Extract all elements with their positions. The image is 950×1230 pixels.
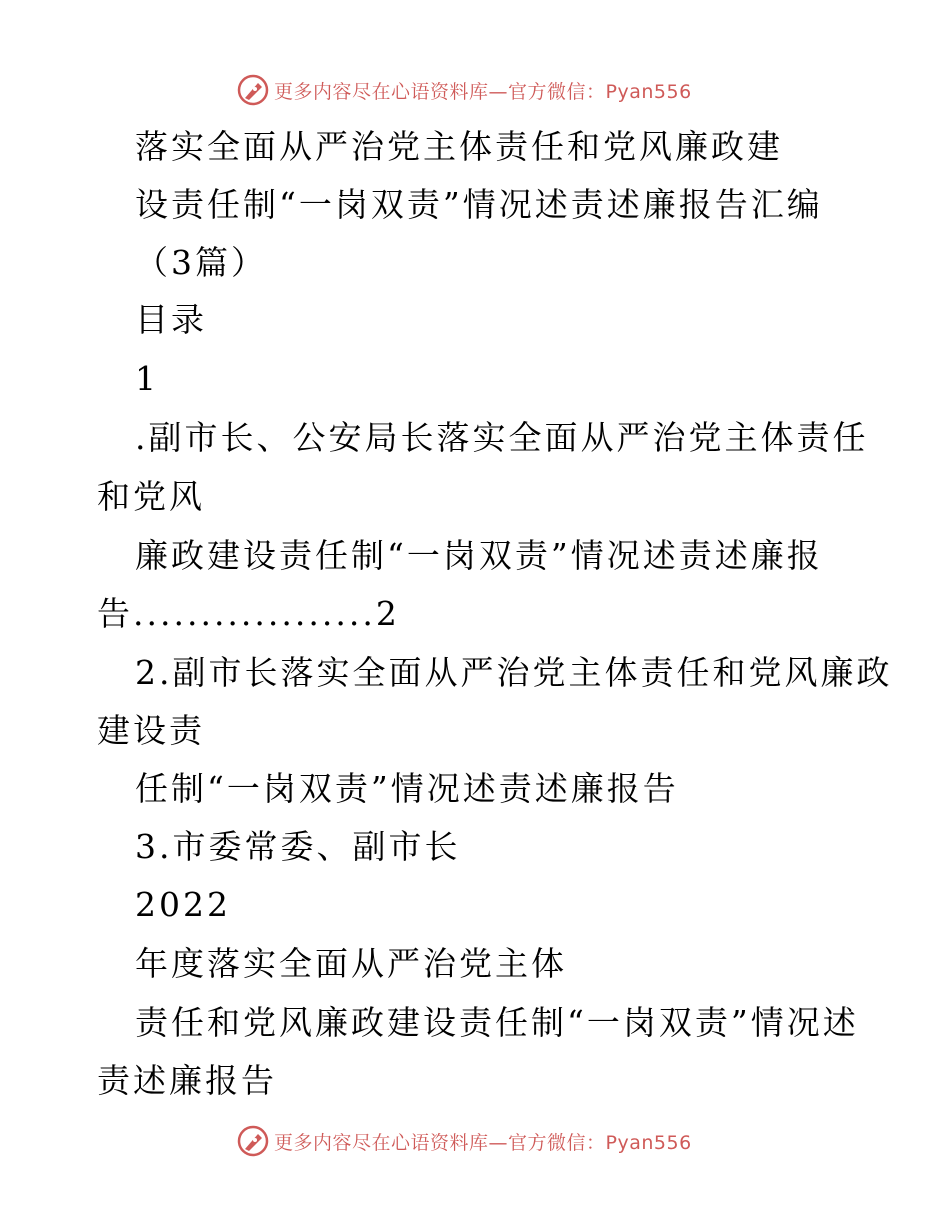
document-title-line-2: 设责任制“一岗双责”情况述责述廉报告汇编 bbox=[135, 185, 823, 224]
toc-item-3-line-5: 责述廉报告 bbox=[97, 1061, 277, 1100]
watermark-footer bbox=[236, 1123, 692, 1159]
pen-nib-logo-icon bbox=[236, 1124, 270, 1158]
pen-nib-logo-icon bbox=[236, 73, 270, 107]
watermark-text: 更多内容尽在心语资料库—官方微信：Pyan556 bbox=[274, 1131, 692, 1154]
document-title-line-3: （3篇） bbox=[135, 243, 267, 282]
toc-item-3-line-2: 2022 bbox=[135, 885, 231, 924]
toc-item-2-line-2: 建设责 bbox=[97, 711, 205, 750]
toc-item-2-line-3: 任制“一岗双责”情况述责述廉报告 bbox=[135, 769, 679, 808]
toc-item-1-line-4: 告..................2 bbox=[97, 594, 400, 633]
toc-item-1-line-1: .副市长、公安局长落实全面从严治党主体责任 bbox=[135, 418, 869, 457]
toc-item-2-line-1: 2.副市长落实全面从严治党主体责任和党风廉政 bbox=[135, 653, 893, 692]
document-title-line-1: 落实全面从严治党主体责任和党风廉政建 bbox=[135, 127, 783, 166]
toc-item-1-number: 1 bbox=[135, 359, 159, 398]
toc-item-3-line-4: 责任和党风廉政建设责任制“一岗双责”情况述 bbox=[135, 1003, 859, 1042]
watermark-text: 更多内容尽在心语资料库—官方微信：Pyan556 bbox=[274, 80, 692, 103]
toc-heading: 目录 bbox=[135, 300, 207, 339]
toc-item-3-line-1: 3.市委常委、副市长 bbox=[135, 827, 461, 866]
toc-item-1-line-2: 和党风 bbox=[97, 477, 205, 516]
watermark-header bbox=[236, 72, 692, 108]
toc-item-1-line-3: 廉政建设责任制“一岗双责”情况述责述廉报 bbox=[135, 536, 823, 575]
toc-item-3-line-3: 年度落实全面从严治党主体 bbox=[135, 944, 567, 983]
